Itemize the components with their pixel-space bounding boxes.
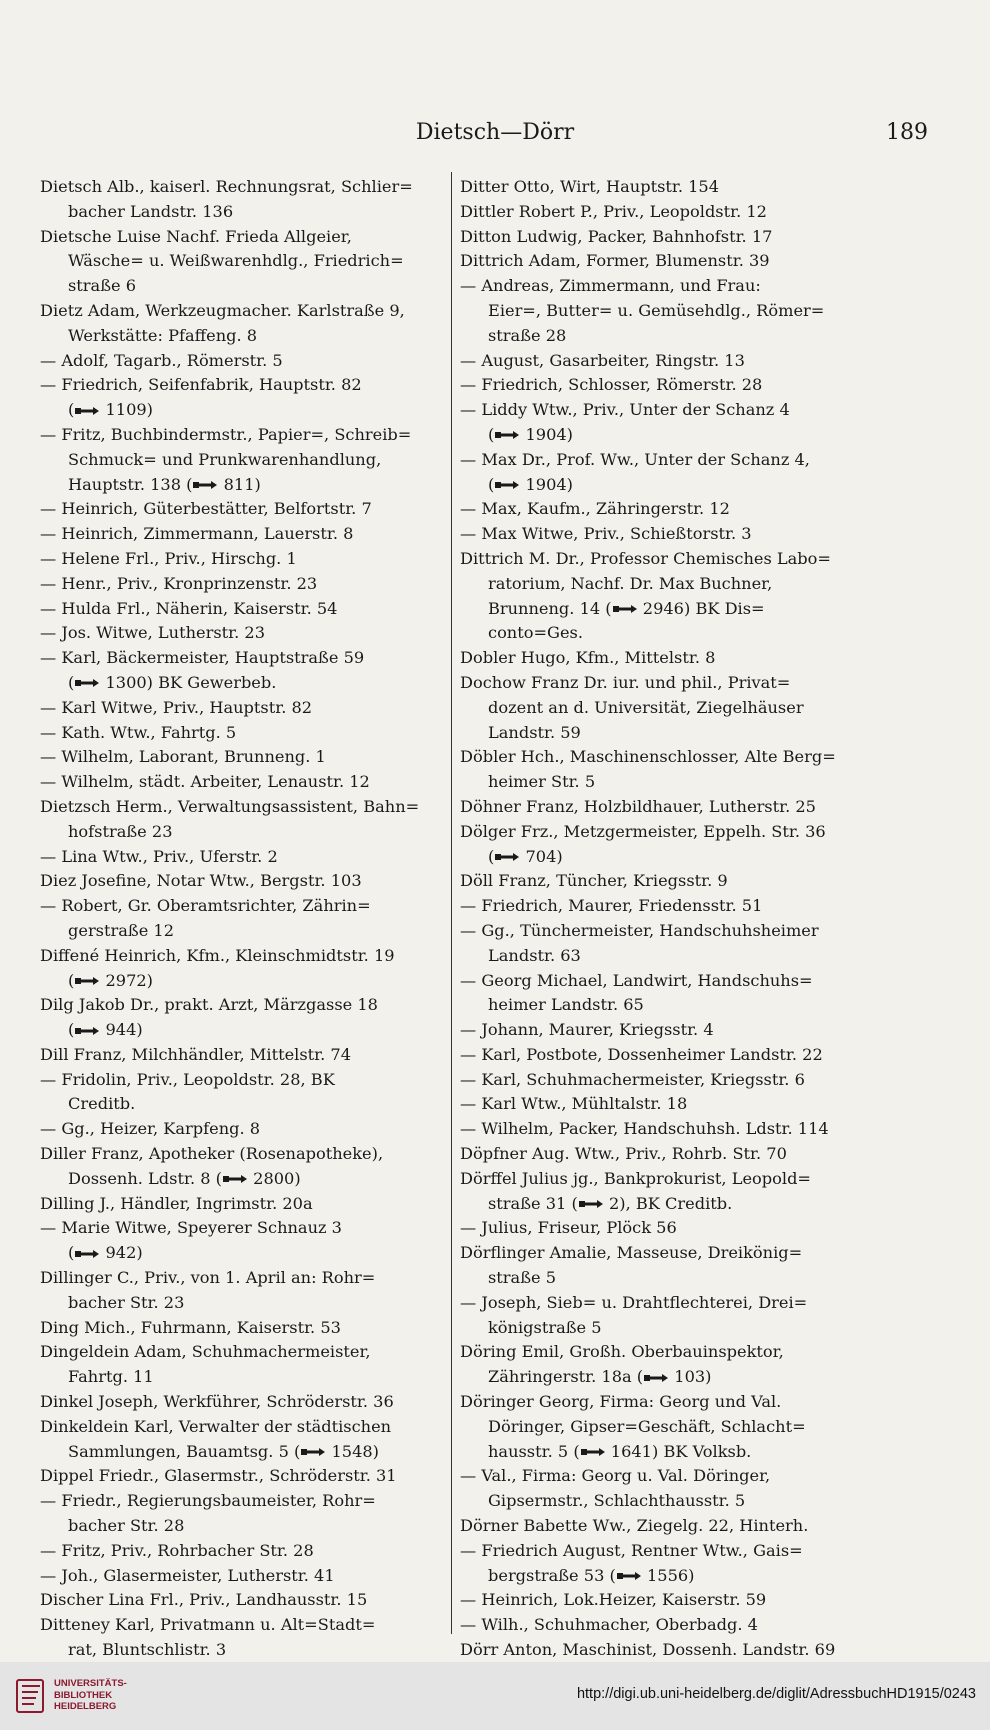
telephone-icon <box>580 1447 606 1457</box>
directory-entry <box>460 1291 880 1341</box>
telephone-icon <box>222 1174 248 1184</box>
telephone-icon <box>643 1373 669 1383</box>
entry-line: Döring Emil, Großh. Oberbauinspektor, <box>460 1342 784 1362</box>
directory-entry <box>460 745 880 795</box>
directory-entry <box>460 249 880 274</box>
entry-line: straße 5 <box>488 1268 557 1288</box>
page-header <box>0 120 990 154</box>
entry-line: Döbler Hch., Maschinenschlosser, Alte Berg= <box>460 747 836 767</box>
entry-line: — Andreas, Zimmermann, und Frau: <box>460 276 761 296</box>
directory-entry <box>460 1613 880 1638</box>
directory-entry <box>40 646 445 696</box>
directory-entry <box>40 894 445 944</box>
entry-line: Dittler Robert P., Priv., Leopoldstr. 12 <box>460 201 767 221</box>
entry-line: — Marie Witwe, Speyerer Schnauz 3 <box>40 1218 342 1238</box>
directory-entry <box>460 795 880 820</box>
telephone-icon <box>74 1026 100 1036</box>
entry-line: — Friedrich August, Rentner Wtw., Gais= <box>460 1540 803 1560</box>
directory-entry <box>40 1415 445 1465</box>
entry-line: Dörner Babette Ww., Ziegelg. 22, Hinterh. <box>460 1516 809 1536</box>
directory-entry <box>460 225 880 250</box>
entry-line: — Gg., Heizer, Karpfeng. 8 <box>40 1119 261 1139</box>
directory-entry <box>460 373 880 398</box>
entry-line: Landstr. 59 <box>488 722 581 742</box>
entry-line: heimer Str. 5 <box>488 772 596 792</box>
telephone-icon <box>578 1199 604 1209</box>
entry-line: ( 942) <box>68 1243 143 1263</box>
entry-line: — Karl, Bäckermeister, Hauptstraße 59 <box>40 648 365 668</box>
entry-line: Dippel Friedr., Glasermstr., Schröderstr. 31 <box>40 1466 397 1486</box>
entry-line: — Fritz, Buchbindermstr., Papier=, Schreib= <box>40 424 412 444</box>
entry-line: Eier=, Butter= u. Gemüsehdlg., Römer= <box>488 300 825 320</box>
directory-entry <box>460 820 880 870</box>
entry-line: — Hulda Frl., Näherin, Kaiserstr. 54 <box>40 598 338 618</box>
entry-line: — Jos. Witwe, Lutherstr. 23 <box>40 623 266 643</box>
entry-line: — Karl Witwe, Priv., Hauptstr. 82 <box>40 697 313 717</box>
directory-entry <box>460 1464 880 1514</box>
entry-line: — Max Dr., Prof. Ww., Unter der Schanz 4, <box>460 449 810 469</box>
entry-line: Döpfner Aug. Wtw., Priv., Rohrb. Str. 70 <box>460 1144 787 1164</box>
entry-line: heimer Landstr. 65 <box>488 995 644 1015</box>
directory-entry <box>40 993 445 1043</box>
entry-line: Schmuck= und Prunkwarenhandlung, <box>68 449 382 469</box>
directory-entry <box>40 1464 445 1489</box>
entry-line: Dietzsch Herm., Verwaltungsassistent, Bahn= <box>40 796 420 816</box>
directory-entry <box>40 869 445 894</box>
entry-line: — Johann, Maurer, Kriegsstr. 4 <box>460 1020 714 1040</box>
directory-entry <box>460 894 880 919</box>
telephone-icon <box>74 976 100 986</box>
entry-line: Discher Lina Frl., Priv., Landhausstr. 15 <box>40 1590 368 1610</box>
entry-line: straße 28 <box>488 325 567 345</box>
directory-entry <box>460 1390 880 1464</box>
directory-entry <box>460 522 880 547</box>
entry-line: ( 1109) <box>68 400 153 420</box>
directory-entry <box>460 671 880 745</box>
footer-bar <box>0 1662 990 1730</box>
entry-line: Sammlungen, Bauamtsg. 5 ( 1548) <box>68 1441 379 1461</box>
directory-entry <box>40 1316 445 1341</box>
directory-entry <box>40 349 445 374</box>
directory-entry <box>40 944 445 994</box>
entry-line: Zähringerstr. 18a ( 103) <box>488 1367 712 1387</box>
directory-entry <box>40 547 445 572</box>
directory-entry <box>460 398 880 448</box>
entry-line: königstraße 5 <box>488 1317 602 1337</box>
directory-entry <box>40 175 445 225</box>
entry-line: Dietsche Luise Nachf. Frieda Allgeier, <box>40 226 352 246</box>
entry-line: straße 6 <box>68 276 137 296</box>
entry-line: — Liddy Wtw., Priv., Unter der Schanz 4 <box>460 400 790 420</box>
directory-entry <box>460 349 880 374</box>
directory-entry <box>460 1340 880 1390</box>
entry-line: Dill Franz, Milchhändler, Mittelstr. 74 <box>40 1044 351 1064</box>
directory-entry <box>40 621 445 646</box>
entry-line: — Wilhelm, städt. Arbeiter, Lenaustr. 12 <box>40 772 370 792</box>
entry-line: Brunneng. 14 ( 2946) BK Dis= <box>488 598 765 618</box>
telephone-icon <box>74 406 100 416</box>
directory-entry <box>460 1588 880 1613</box>
directory-entry <box>40 845 445 870</box>
entry-line: Dietsch Alb., kaiserl. Rechnungsrat, Schlier= <box>40 177 413 196</box>
directory-entry <box>40 1564 445 1589</box>
entry-line: Ding Mich., Fuhrmann, Kaiserstr. 53 <box>40 1317 341 1337</box>
entry-line: ( 1904) <box>488 474 573 494</box>
entry-line: — Fridolin, Priv., Leopoldstr. 28, BK <box>40 1069 335 1089</box>
directory-entry <box>460 919 880 969</box>
entry-line: — Wilhelm, Packer, Handschuhsh. Ldstr. 114 <box>460 1119 829 1139</box>
entry-line: Werkstätte: Pfaffeng. 8 <box>68 325 258 345</box>
entry-line: Dittrich Adam, Former, Blumenstr. 39 <box>460 251 770 271</box>
directory-entry <box>460 869 880 894</box>
entry-line: Diez Josefine, Notar Wtw., Bergstr. 103 <box>40 871 362 891</box>
entry-line: Ditteney Karl, Privatmann u. Alt=Stadt= <box>40 1615 376 1635</box>
directory-entry <box>460 1241 880 1291</box>
telephone-icon <box>300 1447 326 1457</box>
entry-line: — Karl, Schuhmachermeister, Kriegsstr. 6 <box>460 1069 805 1089</box>
entry-line: — Friedrich, Schlosser, Römerstr. 28 <box>460 375 763 395</box>
entry-line: Dilg Jakob Dr., prakt. Arzt, Märzgasse 18 <box>40 995 378 1015</box>
entry-line: — Karl, Postbote, Dossenheimer Landstr. 22 <box>460 1044 823 1064</box>
directory-entry <box>40 597 445 622</box>
entry-line: — Georg Michael, Landwirt, Handschuhs= <box>460 970 813 990</box>
column-divider <box>451 172 452 1634</box>
telephone-icon <box>494 430 520 440</box>
directory-entry <box>460 969 880 1019</box>
library-seal-icon <box>14 1676 48 1716</box>
telephone-icon <box>74 1249 100 1259</box>
entry-line: ( 1904) <box>488 424 573 444</box>
directory-entry <box>460 1216 880 1241</box>
source-url[interactable]: http://digi.ub.uni-heidelberg.de/diglit/AdressbuchHD1915/0243 <box>576 1686 976 1702</box>
telephone-icon <box>616 1571 642 1581</box>
directory-entry <box>40 1613 445 1663</box>
telephone-icon <box>192 480 218 490</box>
entry-line: Ditter Otto, Wirt, Hauptstr. 154 <box>460 177 720 196</box>
entry-line: dozent an d. Universität, Ziegelhäuser <box>488 697 804 717</box>
directory-entry <box>40 572 445 597</box>
entry-line: Gipsermstr., Schlachthausstr. 5 <box>488 1491 746 1511</box>
directory-entry <box>40 1216 445 1266</box>
entry-line: conto=Ges. <box>488 623 584 643</box>
directory-entry <box>460 1117 880 1142</box>
entry-line: Döhner Franz, Holzbildhauer, Lutherstr. 25 <box>460 796 816 816</box>
entry-line: straße 31 ( 2), BK Creditb. <box>488 1193 733 1213</box>
directory-entry <box>460 497 880 522</box>
directory-entry <box>460 1142 880 1167</box>
entry-line: Diffené Heinrich, Kfm., Kleinschmidtstr. 19 <box>40 945 395 965</box>
entry-line: Dilling J., Händler, Ingrimstr. 20a <box>40 1193 313 1213</box>
directory-entry <box>460 274 880 348</box>
directory-entry <box>40 795 445 845</box>
directory-entry <box>40 1390 445 1415</box>
directory-entry <box>40 745 445 770</box>
entry-line: ( 704) <box>488 846 563 866</box>
entry-line: Landstr. 63 <box>488 945 581 965</box>
entry-line: Dörffel Julius jg., Bankprokurist, Leopold= <box>460 1168 811 1188</box>
entry-line: — Friedrich, Seifenfabrik, Hauptstr. 82 <box>40 375 362 395</box>
entry-line: bergstraße 53 ( 1556) <box>488 1565 695 1585</box>
directory-entry <box>460 1638 880 1663</box>
directory-entry <box>460 1167 880 1217</box>
directory-entry <box>460 1514 880 1539</box>
directory-entry <box>460 200 880 225</box>
directory-entry <box>460 1018 880 1043</box>
entry-line: — Friedr., Regierungsbaumeister, Rohr= <box>40 1491 376 1511</box>
directory-entry <box>40 522 445 547</box>
directory-entry <box>40 1142 445 1192</box>
entry-line: Dillinger C., Priv., von 1. April an: Rohr= <box>40 1268 376 1288</box>
entry-line: Döringer, Gipser=Geschäft, Schlacht= <box>488 1416 806 1436</box>
entry-line: gerstraße 12 <box>68 920 175 940</box>
entry-line: — Helene Frl., Priv., Hirschg. 1 <box>40 548 297 568</box>
running-title: Dietsch—Dörr <box>415 120 575 145</box>
entry-line: — Robert, Gr. Oberamtsrichter, Zährin= <box>40 896 371 916</box>
entry-line: — Heinrich, Güterbestätter, Belfortstr. 7 <box>40 499 372 519</box>
directory-entry <box>40 1043 445 1068</box>
directory-entry <box>40 497 445 522</box>
entry-line: bacher Str. 28 <box>68 1516 185 1536</box>
directory-entry <box>40 770 445 795</box>
telephone-icon <box>74 678 100 688</box>
directory-entry <box>460 1092 880 1117</box>
entry-line: ( 2972) <box>68 970 153 990</box>
entry-line: bacher Landstr. 136 <box>68 201 234 221</box>
entry-line: — Wilh., Schuhmacher, Oberbadg. 4 <box>460 1615 758 1635</box>
entry-line: — Fritz, Priv., Rohrbacher Str. 28 <box>40 1540 314 1560</box>
entry-line: — Friedrich, Maurer, Friedensstr. 51 <box>460 896 763 916</box>
telephone-icon <box>612 604 638 614</box>
entry-line: — August, Gasarbeiter, Ringstr. 13 <box>460 350 745 370</box>
entry-line: Ditton Ludwig, Packer, Bahnhofstr. 17 <box>460 226 773 246</box>
directory-entry <box>40 1489 445 1539</box>
entry-line: — Joseph, Sieb= u. Drahtflechterei, Drei= <box>460 1292 808 1312</box>
directory-entry <box>40 1588 445 1613</box>
entry-line: ratorium, Nachf. Dr. Max Buchner, <box>488 573 773 593</box>
entry-line: — Kath. Wtw., Fahrtg. 5 <box>40 722 237 742</box>
directory-entry <box>460 448 880 498</box>
entry-line: Dochow Franz Dr. iur. und phil., Privat= <box>460 672 791 692</box>
entry-line: ( 1300) BK Gewerbeb. <box>68 672 277 692</box>
telephone-icon <box>494 852 520 862</box>
entry-line: Dörflinger Amalie, Masseuse, Dreikönig= <box>460 1243 803 1263</box>
entry-line: — Henr., Priv., Kronprinzenstr. 23 <box>40 573 318 593</box>
directory-entry <box>460 547 880 646</box>
directory-entry <box>40 1539 445 1564</box>
entry-line: Dölger Frz., Metzgermeister, Eppelh. Str. 36 <box>460 821 826 841</box>
entry-line: Dossenh. Ldstr. 8 ( 2800) <box>68 1168 301 1188</box>
entry-line: — Heinrich, Lok.Heizer, Kaiserstr. 59 <box>460 1590 767 1610</box>
directory-entry <box>40 299 445 349</box>
directory-entry <box>460 1068 880 1093</box>
entry-line: — Julius, Friseur, Plöck 56 <box>460 1218 677 1238</box>
directory-entry <box>40 1068 445 1118</box>
directory-entry <box>40 373 445 423</box>
directory-entry <box>40 721 445 746</box>
entry-line: — Gg., Tünchermeister, Handschuhsheimer <box>460 920 819 940</box>
entry-line: bacher Str. 23 <box>68 1292 185 1312</box>
entry-line: — Val., Firma: Georg u. Val. Döringer, <box>460 1466 771 1486</box>
entry-line: — Wilhelm, Laborant, Brunneng. 1 <box>40 747 326 767</box>
entry-line: Diller Franz, Apotheker (Rosenapotheke), <box>40 1144 384 1164</box>
entry-line: — Lina Wtw., Priv., Uferstr. 2 <box>40 846 278 866</box>
entry-line: Dinkeldein Karl, Verwalter der städtischen <box>40 1416 392 1436</box>
directory-entry <box>40 1117 445 1142</box>
directory-entry <box>460 1043 880 1068</box>
entry-line: hofstraße 23 <box>68 821 173 841</box>
directory-entry <box>40 696 445 721</box>
directory-entry <box>460 646 880 671</box>
entry-line: Creditb. <box>68 1094 136 1114</box>
entry-line: — Max, Kaufm., Zähringerstr. 12 <box>460 499 730 519</box>
directory-entry <box>40 1192 445 1217</box>
entry-line: Dörr Anton, Maschinist, Dossenh. Landstr. 69 <box>460 1640 836 1660</box>
telephone-icon <box>494 480 520 490</box>
directory-entry <box>460 1539 880 1589</box>
entry-line: Dinkel Joseph, Werkführer, Schröderstr. 36 <box>40 1392 394 1412</box>
directory-entry <box>40 225 445 299</box>
entry-line: — Max Witwe, Priv., Schießtorstr. 3 <box>460 524 752 544</box>
directory-entry <box>40 423 445 497</box>
entry-line: Dobler Hugo, Kfm., Mittelstr. 8 <box>460 648 716 668</box>
entry-line: hausstr. 5 ( 1641) BK Volksb. <box>488 1441 752 1461</box>
entry-line: Dietz Adam, Werkzeugmacher. Karlstraße 9, <box>40 300 405 320</box>
entry-line: ( 944) <box>68 1020 143 1040</box>
entry-line: — Heinrich, Zimmermann, Lauerstr. 8 <box>40 524 354 544</box>
left-column <box>40 175 445 1663</box>
directory-entry <box>40 1340 445 1390</box>
directory-entry <box>40 1266 445 1316</box>
entry-line: Döll Franz, Tüncher, Kriegsstr. 9 <box>460 871 728 891</box>
entry-line: rat, Bluntschlistr. 3 <box>68 1640 227 1660</box>
entry-line: Fahrtg. 11 <box>68 1367 154 1387</box>
entry-line: Hauptstr. 138 ( 811) <box>68 474 261 494</box>
entry-line: Dingeldein Adam, Schuhmachermeister, <box>40 1342 371 1362</box>
directory-entry <box>460 175 880 200</box>
entry-line: Wäsche= u. Weißwarenhdlg., Friedrich= <box>68 251 404 271</box>
entry-line: — Karl Wtw., Mühltalstr. 18 <box>460 1094 688 1114</box>
entry-line: Döringer Georg, Firma: Georg und Val. <box>460 1392 782 1412</box>
entry-line: Dittrich M. Dr., Professor Chemisches Labo= <box>460 548 831 568</box>
page-number: 189 <box>886 120 928 145</box>
entry-line: — Adolf, Tagarb., Römerstr. 5 <box>40 350 283 370</box>
entry-line: — Joh., Glasermeister, Lutherstr. 41 <box>40 1565 335 1585</box>
right-column <box>460 175 880 1663</box>
library-name: UNIVERSITÄTS- BIBLIOTHEK HEIDELBERG <box>54 1678 127 1712</box>
